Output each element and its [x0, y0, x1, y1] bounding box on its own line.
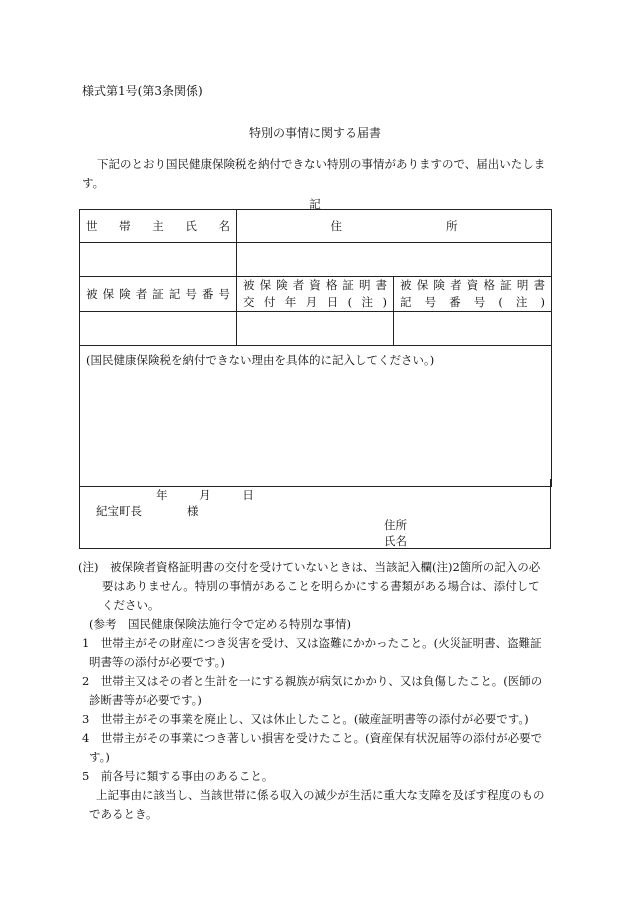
reference-item: す。) [89, 750, 110, 764]
ki-heading: 記 [309, 197, 321, 211]
form-number: 様式第1号(第3条関係) [82, 84, 203, 98]
reference-item: 5 前各号に類する事由のあること。 [82, 769, 274, 783]
honorific-label: 様 [187, 504, 199, 518]
intro-text-line1: 下記のとおり国民健康保険税を納付できない特別の事情がありますので、届出いたしま [97, 157, 546, 171]
year-label: 年 [156, 488, 168, 502]
notes-section [78, 558, 552, 824]
reference-heading: (参考 国民健康保険法施行令で定める特別な事情) [89, 617, 351, 631]
day-label: 日 [242, 488, 254, 502]
reference-item: 4 世帯主がその事業につき著しい損害を受けたこと。(資産保有状況届等の添付が必要で [82, 731, 543, 745]
head-householder-name: 世 帯 主 氏 名 [80, 210, 237, 243]
reference-item: 上記事由に該当し、当該世帯に係る収入の減少が生活に重大な支障を及ぼす程度のもの [96, 788, 545, 802]
reason-instruction: (国民健康保険税を納付できない理由を具体的に記入してください。) [86, 353, 435, 367]
applicant-name-label: 氏名 [384, 534, 407, 548]
signature-area [79, 479, 551, 549]
head-insured-number: 被 保 険 者 証 記 号 番 号 [80, 277, 237, 312]
reference-item: 3 世帯主がその事業を廃止し、又は休止したこと。(破産証明書等の添付が必要です。) [82, 712, 529, 726]
cert-issue-date-field[interactable] [237, 312, 394, 346]
mayor-label: 紀宝町長 [96, 504, 142, 518]
note-text: (注) 被保険者資格証明書の交付を受けていないときは、当該記入欄(注)2箇所の記入の必 [78, 560, 541, 574]
note-text: ください。 [102, 598, 160, 612]
applicant-address-label: 住所 [384, 518, 407, 532]
reference-item: 2 世帯主又はその者と生計を一にする親族が病気にかかり、又は負傷したこと。(医師の [82, 674, 543, 688]
date-line [156, 487, 282, 503]
address-field[interactable] [237, 243, 552, 277]
head-cert-issue-date: 被 保 険 者 資 格 証 明 書 交 付 年 月 日 ( 注 ) [237, 277, 394, 312]
head-cert-symbol-number: 被 保 険 者 資 格 証 明 書 記 号 番 号 ( 注 ) [394, 277, 552, 312]
householder-name-field[interactable] [80, 243, 237, 277]
insured-number-field[interactable] [80, 312, 237, 346]
reference-item: であるとき。 [89, 807, 158, 821]
note-text: 要はありません。特別の事情があることを明らかにする書類がある場合は、添付して [102, 579, 540, 593]
cert-symbol-number-field[interactable] [394, 312, 552, 346]
reason-field[interactable] [80, 346, 552, 487]
month-label: 月 [199, 488, 211, 502]
reference-item: 明書等の添付が必要です。) [89, 655, 225, 669]
intro-text-line2: す。 [82, 176, 105, 190]
reference-item: 1 世帯主がその財産につき災害を受け、又は盗難にかかったこと。(火災証明書、盗難証 [82, 636, 542, 650]
head-address: 住 所 [237, 210, 552, 243]
form-table [79, 209, 552, 487]
reference-item: 診断書等が必要です。) [89, 693, 202, 707]
document-title: 特別の事情に関する届書 [248, 126, 381, 140]
